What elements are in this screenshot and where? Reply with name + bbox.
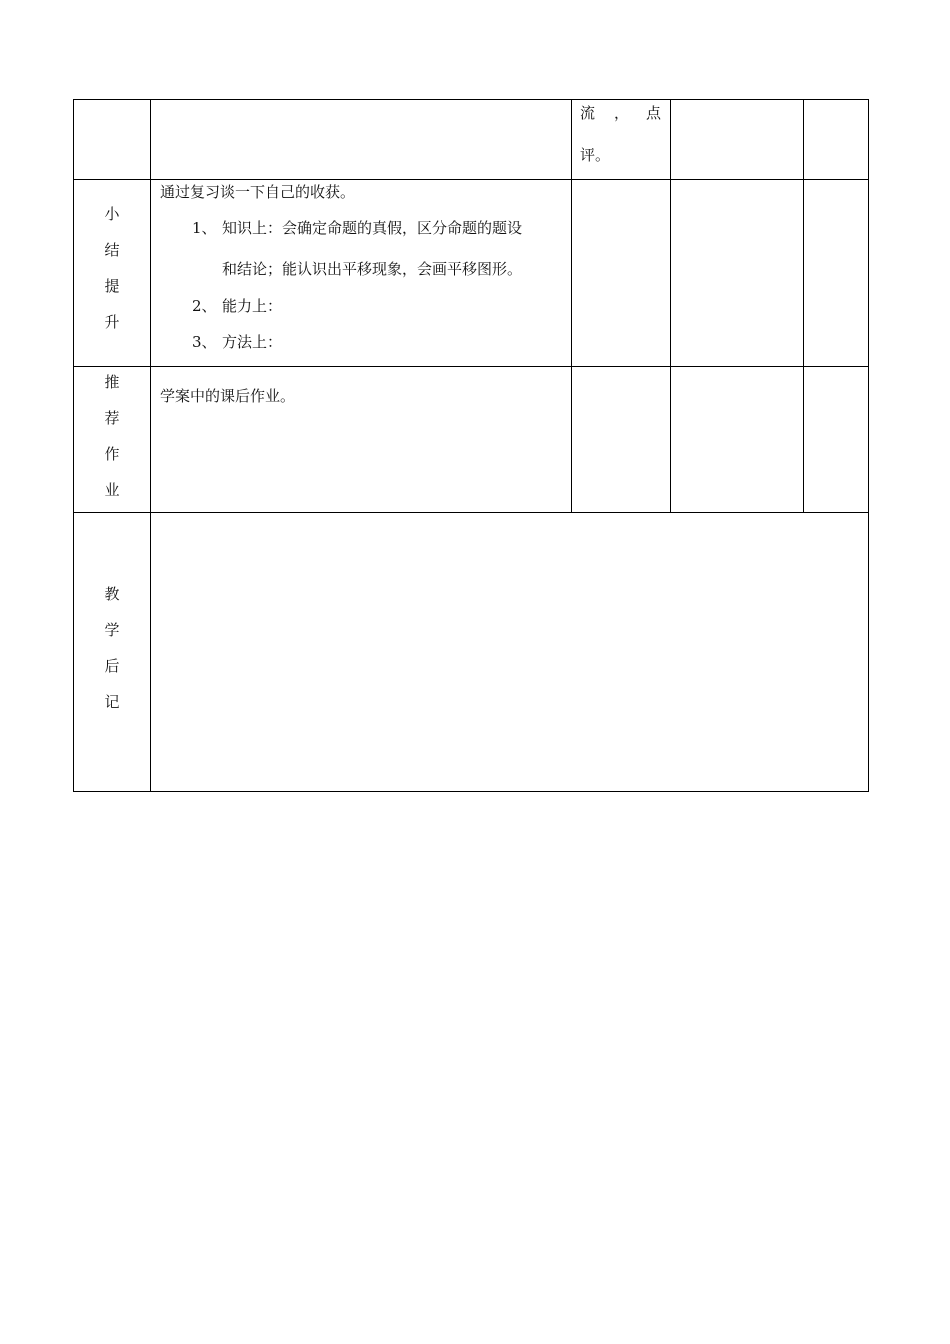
list-number: 3、 (192, 333, 217, 351)
label-char: 结 (104, 241, 120, 259)
list-item: 知识上：会确定命题的真假，区分命题的题设 (222, 219, 523, 237)
label-char: 记 (104, 693, 120, 711)
table-rule (868, 99, 869, 792)
list-number: 2、 (192, 297, 217, 315)
label-char: 荐 (104, 409, 120, 427)
table-rule (73, 99, 74, 792)
label-char: 作 (104, 445, 120, 463)
cell-text: 点 (646, 104, 662, 122)
cell-text: ， (614, 104, 630, 122)
table-rule (73, 366, 869, 367)
label-char: 小 (104, 205, 120, 223)
list-item-continued: 和结论；能认识出平移现象，会画平移图形。 (222, 260, 523, 278)
summary-intro: 通过复习谈一下自己的收获。 (160, 183, 356, 201)
table-rule (670, 99, 671, 513)
table-rule (73, 99, 869, 100)
table-rule (73, 512, 869, 513)
list-item: 能力上： (222, 297, 283, 315)
cell-text: 评。 (580, 146, 611, 164)
label-char: 升 (104, 313, 120, 331)
label-char: 业 (104, 481, 120, 499)
table-rule (73, 791, 869, 792)
list-number: 1、 (192, 219, 217, 237)
table-rule (73, 179, 869, 180)
table-rule (571, 99, 572, 513)
table-rule (150, 99, 151, 792)
label-char: 教 (104, 585, 120, 603)
list-item: 方法上： (222, 333, 283, 351)
label-char: 后 (104, 657, 120, 675)
label-char: 学 (104, 621, 120, 639)
table-rule (803, 99, 804, 513)
homework-text: 学案中的课后作业。 (160, 387, 296, 405)
label-char: 提 (104, 277, 120, 295)
label-char: 推 (104, 373, 120, 391)
cell-text: 流 (580, 104, 596, 122)
